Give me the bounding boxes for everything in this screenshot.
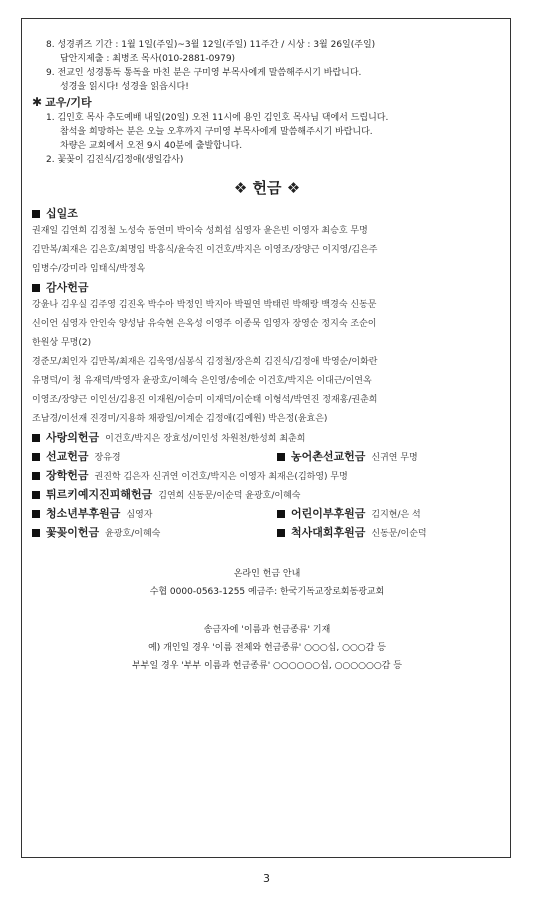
category-name: 사랑의헌금 bbox=[46, 431, 100, 444]
flower-item: 2. 꽃꽂이 김진식/김정애(생일감사) bbox=[46, 155, 184, 165]
category-name: 장학헌금 bbox=[46, 469, 89, 482]
square-bullet-icon bbox=[32, 510, 40, 518]
tithe-title: 십일조 bbox=[46, 207, 78, 220]
category-people: 권진학 김은자 신귀연 이건호/박지은 이영자 최재은(김하영) 무명 bbox=[94, 472, 348, 482]
category-row bbox=[32, 505, 502, 524]
category-name: 튀르키예지진피해헌금 bbox=[46, 488, 153, 501]
etc-title: 교우/기타 bbox=[45, 96, 92, 109]
quiz-item: 8. 성경퀴즈 기간 : 1월 1일(주일)~3월 12일(주일) 11주간 / 시상 : 3월 26일(주일) bbox=[46, 40, 376, 50]
names-line: 유명덕/이 청 유재덕/박영자 윤광호/이혜숙 은인영/송에순 이건호/박지은 이대근/이연옥 bbox=[32, 376, 372, 386]
thanks-heading bbox=[32, 279, 502, 296]
asterisk-icon: ✱ bbox=[32, 95, 43, 109]
names-line: 김만복/최재은 김은호/최명임 박흥식/윤숙진 이건호/박지은 이영조/장양근 이지영/김은주 bbox=[32, 245, 378, 255]
remitter-instructions bbox=[32, 621, 502, 675]
remit-example-individual: 예) 개인일 경우 '이름 전체와 헌금종류' ○○○십, ○○○감 등 bbox=[148, 643, 386, 653]
category-rural-mission bbox=[277, 448, 418, 467]
category-youth bbox=[32, 505, 277, 524]
online-title: 온라인 헌금 안내 bbox=[233, 569, 301, 579]
category-people: 신귀연 무명 bbox=[371, 453, 418, 463]
square-bullet-icon bbox=[32, 284, 40, 292]
category-people: 김연희 신동문/이순덕 윤광호/이혜숙 bbox=[158, 491, 301, 501]
thanks-names bbox=[32, 296, 502, 429]
names-line: 신이언 심영자 안인숙 양성남 유숙현 은옥성 이영주 이종묵 임영자 장영순 정지숙 조순이 bbox=[32, 319, 377, 329]
category-name: 어린이부후원금 bbox=[291, 507, 366, 520]
thanks-title: 감사헌금 bbox=[46, 281, 89, 294]
names-line: 강윤나 김우실 김주영 김진옥 박수아 박정인 박지아 박필연 박태린 박해랑 백경숙 신동문 bbox=[32, 300, 377, 310]
category-flower bbox=[32, 524, 277, 543]
category-people: 심영자 bbox=[126, 510, 153, 520]
category-name: 척사대회후원금 bbox=[291, 526, 366, 539]
category-children bbox=[277, 505, 421, 524]
tithe-heading bbox=[32, 205, 502, 222]
quiz-answer-line: 답안지제출 : 최병조 목사(010-2881-0979) bbox=[60, 54, 236, 64]
memorial-detail: 참석을 희망하는 분은 오늘 오후까지 구미영 부목사에게 말씀해주시기 바랍니다. bbox=[60, 127, 373, 137]
remit-example-couple: 부부일 경우 '부부 이름과 헌금종류' ○○○○○○십, ○○○○○○감 등 bbox=[132, 661, 402, 671]
square-bullet-icon bbox=[32, 472, 40, 480]
online-account: 수협 0000-0563-1255 예금주: 한국기독교장로회동광교회 bbox=[149, 587, 385, 597]
square-bullet-icon bbox=[32, 529, 40, 537]
category-row bbox=[32, 486, 502, 505]
remit-title: 송금자에 '이름과 헌금종류' 기재 bbox=[203, 625, 331, 635]
memorial-transport: 차량은 교회에서 오전 9시 40분에 출발합니다. bbox=[60, 141, 243, 151]
page-number: 3 bbox=[263, 872, 270, 885]
tithe-names bbox=[32, 222, 502, 279]
category-people: 장유경 bbox=[94, 453, 121, 463]
category-scholarship bbox=[32, 467, 348, 486]
names-line: 이영조/장양근 이인선/김용진 이재원/이승미 이재덕/이순태 이형석/박연진 정재홍/권춘희 bbox=[32, 395, 378, 405]
bible-reading-item: 9. 전교인 성경통독 통독을 마친 분은 구미영 부목사에게 말씀해주시기 바랍니다. bbox=[46, 68, 362, 78]
square-bullet-icon bbox=[32, 210, 40, 218]
memorial-item: 1. 김인호 목사 추도예배 내일(20일) 오전 11시에 용인 김인호 목사님 댁에서 드립니다. bbox=[46, 113, 389, 123]
category-name: 청소년부후원금 bbox=[46, 507, 121, 520]
category-row bbox=[32, 467, 502, 486]
category-yut-game bbox=[277, 524, 427, 543]
category-people: 신동문/이순덕 bbox=[371, 529, 427, 539]
names-line: 권재일 김연희 김정철 노성숙 동연미 박이숙 성희섭 심영자 윤은빈 이영자 최승호 무명 bbox=[32, 226, 368, 236]
square-bullet-icon bbox=[277, 453, 285, 461]
online-offering-info bbox=[32, 565, 502, 601]
category-name: 선교헌금 bbox=[46, 450, 89, 463]
square-bullet-icon bbox=[32, 434, 40, 442]
etc-heading bbox=[32, 94, 502, 111]
category-earthquake-relief bbox=[32, 486, 300, 505]
category-people: 윤광호/이혜숙 bbox=[105, 529, 161, 539]
square-bullet-icon bbox=[32, 453, 40, 461]
category-name: 농어촌선교헌금 bbox=[291, 450, 366, 463]
category-mission bbox=[32, 448, 277, 467]
names-line: 한원상 무명(2) bbox=[32, 338, 92, 348]
category-row bbox=[32, 448, 502, 467]
offering-title: ❖ 헌금 ❖ bbox=[233, 179, 301, 197]
category-people: 김지현/은 석 bbox=[371, 510, 421, 520]
category-row bbox=[32, 429, 502, 448]
names-line: 임병수/강미라 임태식/박정옥 bbox=[32, 264, 146, 274]
names-line: 조남경/이선재 진경미/지용하 채광일/이계순 김정애(김예원) 박은정(윤효은) bbox=[32, 414, 328, 424]
square-bullet-icon bbox=[32, 491, 40, 499]
square-bullet-icon bbox=[277, 510, 285, 518]
names-line: 경준모/최인자 김만복/최재은 김욱영/심봉식 김정철/장은희 김진식/김정애 박영순/이화란 bbox=[32, 357, 378, 367]
category-love bbox=[32, 429, 305, 448]
category-row bbox=[32, 524, 502, 543]
category-name: 꽃꽂이헌금 bbox=[46, 526, 100, 539]
bible-reading-slogan: 성경을 읽시다! 성경을 읽읍시다! bbox=[60, 82, 189, 92]
category-people: 이건호/박지은 장효성/이인성 차원천/한성희 최춘희 bbox=[105, 434, 306, 444]
square-bullet-icon bbox=[277, 529, 285, 537]
bulletin-content bbox=[32, 38, 502, 675]
